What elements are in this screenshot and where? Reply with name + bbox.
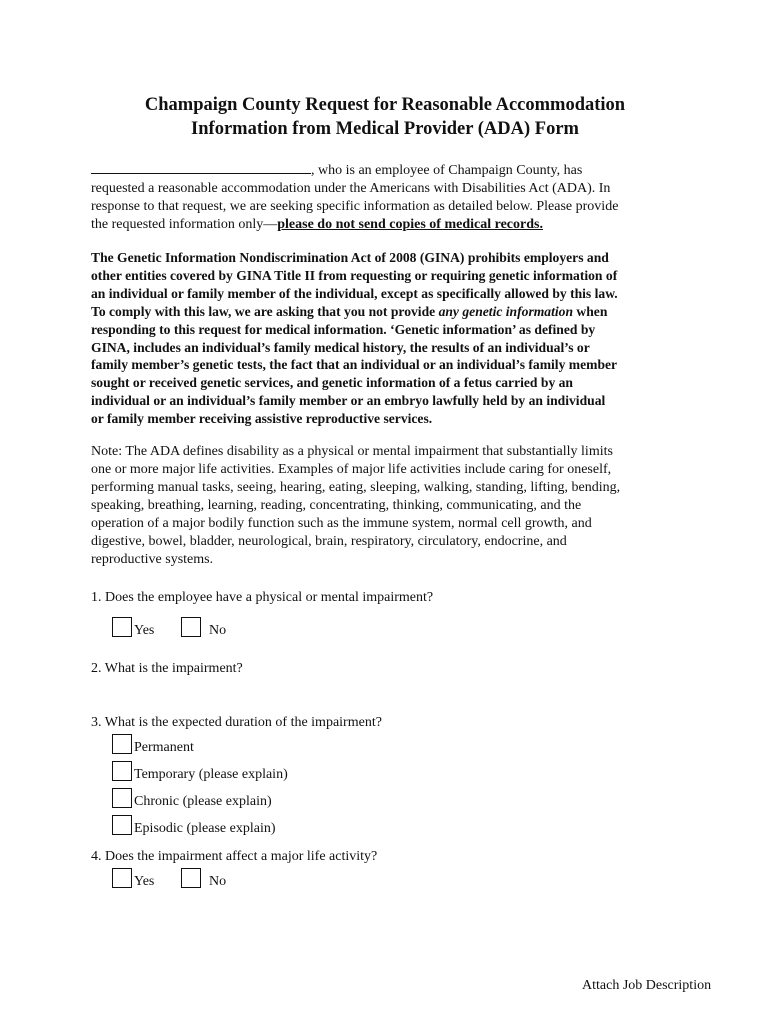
q3-option-temporary[interactable] [112, 761, 288, 781]
gina-emphasis: any genetic information [438, 303, 574, 319]
gina-line-4: To comply with this law, we are asking that you not provide [91, 303, 439, 319]
employee-name-blank[interactable] [91, 160, 311, 174]
intro-line-2: requested a reasonable accommodation under the Americans with Disabilities Act (ADA). In [91, 181, 611, 196]
q1-yes-checkbox[interactable] [112, 617, 132, 637]
gina-line-9: individual or an individual’s family member or an embryo lawfully held by an individual [91, 393, 606, 409]
gina-line-1: The Genetic Information Nondiscrimination Act of 2008 (GINA) prohibits employers and [91, 250, 609, 265]
attach-job-description: Attach Job Description [582, 978, 712, 993]
gina-line-6: GINA, includes an individual’s family medical history, the results of an individual’s or [91, 339, 590, 355]
q3-episodic-label: Episodic (please explain) [134, 821, 276, 836]
gina-line-7: family member’s genetic tests, the fact that an individual or an individual’s family member [91, 357, 618, 373]
q3-option-permanent[interactable] [112, 734, 194, 754]
gina-line-3: an individual or family member of the individual, except as specifically allowed by this law. [91, 285, 618, 301]
q4-yes-checkbox[interactable] [112, 868, 132, 888]
q3-chronic-label: Chronic (please explain) [134, 794, 272, 809]
question-4: 4. Does the impairment affect a major life activity? [91, 849, 378, 864]
gina-line-8: sought or received genetic services, and genetic information of a fetus carried by an [91, 375, 573, 391]
q3-permanent-label: Permanent [134, 740, 194, 755]
q3-temporary-checkbox[interactable] [112, 761, 132, 781]
q1-no-label: No [209, 623, 227, 638]
q1-yes-option[interactable] [112, 617, 154, 637]
intro-line-4: the requested information only— [91, 217, 278, 232]
note-line-2: one or more major life activities. Examples of major life activities include caring for oneself, [91, 462, 612, 477]
note-line-4: speaking, breathing, learning, reading, concentrating, thinking, communicating, and the [91, 498, 582, 513]
q4-no-label: No [209, 874, 227, 889]
intro-line-1: , who is an employee of Champaign County, has [311, 163, 583, 178]
no-records-warning: please do not send copies of medical records. [277, 217, 543, 232]
question-3: 3. What is the expected duration of the impairment? [91, 715, 382, 730]
q3-temporary-label: Temporary (please explain) [134, 767, 288, 782]
form-title [0, 93, 770, 141]
q1-yes-label: Yes [134, 623, 155, 638]
q3-option-episodic[interactable] [112, 815, 276, 835]
gina-line-5: responding to this request for medical information. ‘Genetic information’ as defined by [91, 321, 596, 337]
gina-line-10: or family member receiving assistive reproductive services. [91, 411, 433, 427]
gina-line-2: other entities covered by GINA Title II from requesting or requiring genetic information of [91, 267, 618, 283]
q3-permanent-checkbox[interactable] [112, 734, 132, 754]
q4-yes-label: Yes [134, 874, 155, 889]
note-line-7: reproductive systems. [91, 552, 214, 567]
q3-option-chronic[interactable] [112, 788, 272, 808]
gina-line-4-end: when [573, 303, 608, 319]
note-line-3: performing manual tasks, seeing, hearing, eating, sleeping, walking, standing, lifting, bending, [91, 480, 621, 495]
intro-paragraph [91, 160, 691, 234]
q3-chronic-checkbox[interactable] [112, 788, 132, 808]
note-line-5: operation of a major bodily function such as the immune system, normal cell growth, and [91, 516, 592, 531]
question-2: 2. What is the impairment? [91, 661, 243, 676]
form-title-line-1: Champaign County Request for Reasonable Accommodation [144, 95, 626, 115]
q1-no-checkbox[interactable] [181, 617, 201, 637]
form-title-line-2: Information from Medical Provider (ADA) Form [191, 119, 579, 139]
gina-paragraph [91, 249, 691, 428]
q1-no-option[interactable] [181, 617, 226, 637]
q4-yes-option[interactable] [112, 868, 154, 888]
question-1: 1. Does the employee have a physical or mental impairment? [91, 590, 434, 605]
q3-episodic-checkbox[interactable] [112, 815, 132, 835]
note-line-6: digestive, bowel, bladder, neurological, brain, respiratory, circulatory, endocrine, and [91, 534, 567, 549]
intro-line-3: response to that request, we are seeking specific information as detailed below. Please provide [91, 199, 619, 214]
note-line-1: Note: The ADA defines disability as a physical or mental impairment that substantially limits [91, 444, 613, 459]
ada-note-paragraph [91, 443, 691, 569]
q4-no-option[interactable] [181, 868, 226, 888]
q4-no-checkbox[interactable] [181, 868, 201, 888]
